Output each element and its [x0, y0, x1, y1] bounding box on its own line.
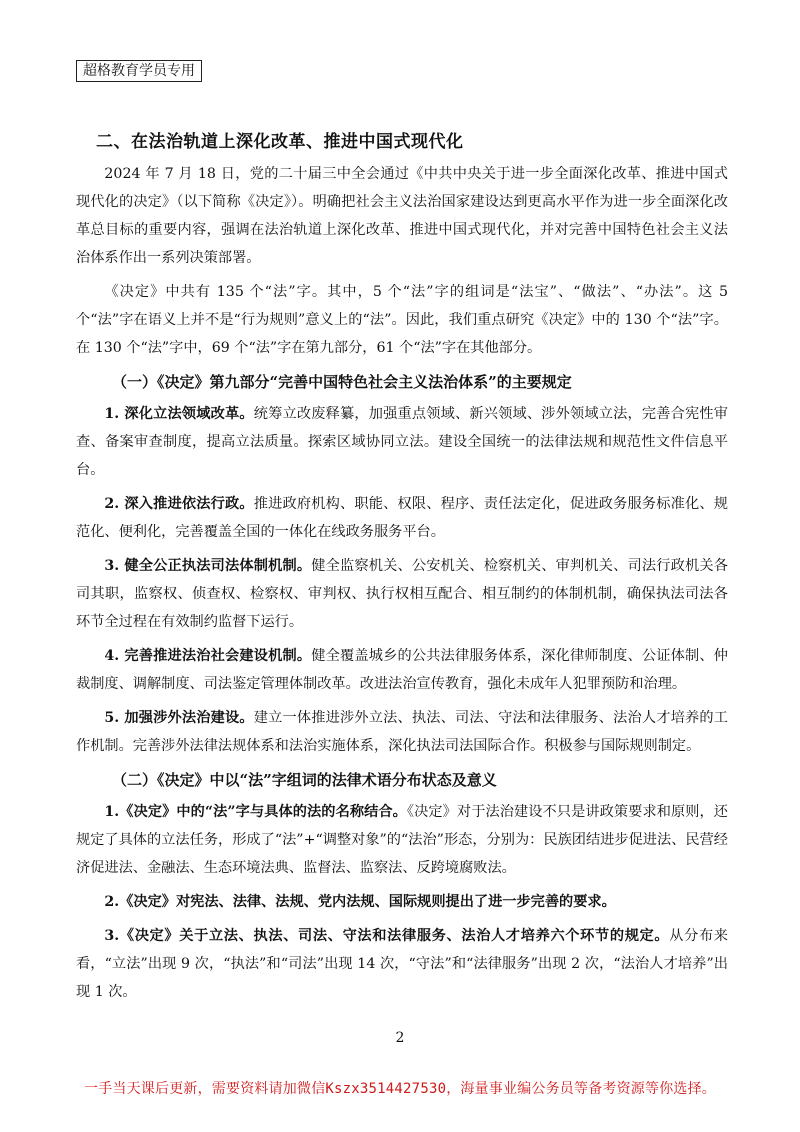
subsection-2-title: （二）《决定》中以“法”字组词的法律术语分布状态及意义	[112, 771, 497, 789]
subsection-2-item-2: 2.《决定》对宪法、法律、法规、党内法规、国际规则提出了进一步完善的要求。	[104, 894, 616, 910]
subsection-1-title: （一）《决定》第九部分“完善中国特色社会主义法治体系”的主要规定	[112, 373, 572, 391]
subsection-2-item-3: 3.《决定》关于立法、执法、司法、守法和法律服务、法治人才培养六个环节的规定。从分布来看，“立法”出现 9 次，“执法”和“司法”出现 14 次，“守法”和“法律服务”出现 2 次，“法治人才培养”出现 1 次。	[76, 928, 728, 1000]
watermark-stamp: 超格教育学员专用	[76, 60, 202, 82]
subsection-1-item-4: 4. 完善推进法治社会建设机制。健全覆盖城乡的公共法律服务体系，深化律师制度、公证体制、仲裁制度、调解制度、司法鉴定管理体制改革。改进法治宣传教育，强化未成年人犯罪预防和治理。	[76, 648, 728, 692]
document-body	[76, 160, 728, 1012]
subsection-1-item-5: 5. 加强涉外法治建设。建立一体推进涉外立法、执法、司法、守法和法律服务、法治人才培养的工作机制。完善涉外法律法规体系和法治实施体系，深化执法司法国际合作。积极参与国际规则制定。	[76, 710, 728, 754]
subsection-2-item-1: 1.《决定》中的“法”字与具体的法的名称结合。《决定》对于法治建设不只是讲政策要求和原则，还规定了具体的立法任务，形成了“法”+“调整对象”的“法治”形态，分别为：民族团结进步促进法、民营经济促进法、金融法、生态环境法典、监督法、监察法、反跨境腐败法。	[76, 804, 728, 876]
footer-notice: 一手当天课后更新，需要资料请加微信Kszx3514427530，海量事业编公务员等备考资源等你选择。	[84, 1081, 716, 1097]
subsection-1-item-3: 3. 健全公正执法司法体制机制。健全监察机关、公安机关、检察机关、审判机关、司法行政机关各司其职，监察权、侦查权、检察权、审判权、执行权相互配合、相互制约的体制机制，确保执法司法各环节全过程在有效制约监督下运行。	[76, 558, 728, 630]
subsection-1-item-1: 1. 深化立法领域改革。统筹立改废释纂，加强重点领域、新兴领域、涉外领域立法，完善合宪性审查、备案审查制度，提高立法质量。探索区域协同立法。建设全国统一的法律法规和规范性文件信息平台。	[76, 406, 728, 478]
intro-paragraph-2: 《决定》中共有 135 个“法”字。其中，5 个“法”字的组词是“法宝”、“做法”、“办法”。这 5 个“法”字在语义上并不是“行为规则”意义上的“法”。因此，我们重点研究《决定》中的 130 个“法”字。在 130 个“法”字中，69 个“法”字在第九部分，61 个“法”字在其他部分。	[76, 284, 728, 356]
intro-paragraph-1: 2024 年 7 月 18 日，党的二十届三中全会通过《中共中央关于进一步全面深化改革、推进中国式现代化的决定》（以下简称《决定》）。明确把社会主义法治国家建设达到更高水平作为进一步全面深化改革总目标的重要内容，强调在法治轨道上深化改革、推进中国式现代化，并对完善中国特色社会主义法治体系作出一系列决策部署。	[76, 166, 728, 266]
section-title: 二、在法治轨道上深化改革、推进中国式现代化	[96, 132, 464, 152]
page-number: 2	[395, 1030, 405, 1046]
subsection-1-item-2: 2. 深入推进依法行政。推进政府机构、职能、权限、程序、责任法定化，促进政务服务标准化、规范化、便利化，完善覆盖全国的一体化在线政务服务平台。	[76, 496, 728, 540]
